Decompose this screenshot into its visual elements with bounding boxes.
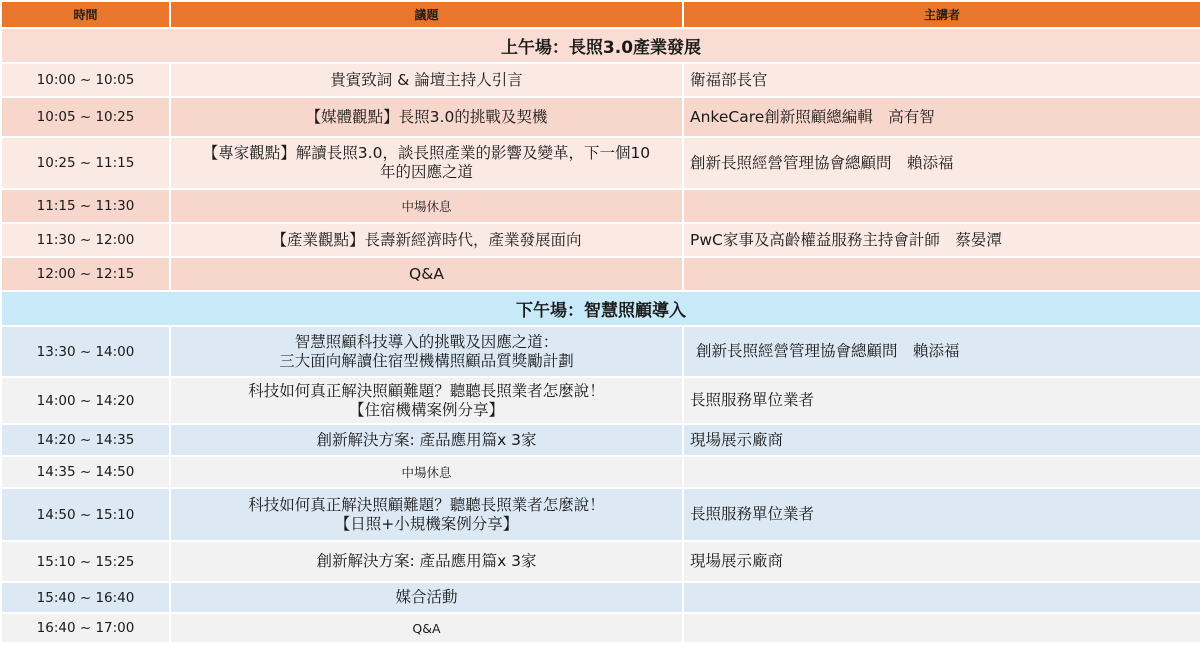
- row-time: 10:05 ~ 10:25: [2, 98, 169, 136]
- row-topic: [171, 614, 682, 642]
- row-topic-line: 科技如何真正解決照顧難題？聽聽長照業者怎麼說！: [248, 495, 605, 514]
- row-topic: [171, 98, 682, 136]
- row-speaker: [684, 190, 1200, 222]
- afternoon-section-title: 下午場：智慧照顧導入: [2, 292, 1200, 325]
- row-time: 15:10 ~ 15:25: [2, 542, 169, 581]
- row-topic-line: Q&A: [412, 620, 441, 636]
- morning-section-title: 上午場：長照3.0產業發展: [2, 29, 1200, 62]
- row-time: 14:35 ~ 14:50: [2, 457, 169, 487]
- row-topic: [171, 378, 682, 423]
- row-topic-line-2: 年的因應之道: [379, 163, 473, 181]
- table-row: [2, 378, 1200, 423]
- row-time: 12:00 ~ 12:15: [2, 258, 169, 290]
- table-row: [2, 489, 1200, 540]
- row-speaker: AnkeCare創新照顧總編輯 高有智: [684, 98, 1200, 136]
- row-topic: [171, 542, 682, 581]
- row-topic-line: 【專家觀點】解讀長照3.0，談長照產業的影響及變革，下一個10: [202, 144, 651, 162]
- row-speaker: 現場展示廠商: [684, 425, 1200, 455]
- row-topic: [171, 138, 682, 188]
- row-time: 16:40 ~ 17:00: [2, 614, 169, 642]
- table-row: [2, 138, 1200, 188]
- row-topic: [171, 327, 682, 376]
- row-speaker: [684, 583, 1200, 612]
- table-row: [2, 425, 1200, 455]
- row-time: 15:40 ~ 16:40: [2, 583, 169, 612]
- row-speaker: PwC家事及高齡權益服務主持會計師 蔡晏潭: [684, 224, 1200, 256]
- row-speaker: [684, 457, 1200, 487]
- row-topic-line: 科技如何真正解決照顧難題？聽聽長照業者怎麼說！: [248, 381, 605, 400]
- row-time: 14:20 ~ 14:35: [2, 425, 169, 455]
- row-speaker: 現場展示廠商: [684, 542, 1200, 581]
- row-time: 11:15 ~ 11:30: [2, 190, 169, 222]
- row-topic-line: 【產業觀點】長壽新經濟時代，產業發展面向: [271, 230, 582, 249]
- row-topic: [171, 258, 682, 290]
- row-topic-line-2: 【住宿機構案例分享】: [348, 400, 504, 419]
- header-topic: 議題: [171, 2, 682, 27]
- table-row: [2, 614, 1200, 642]
- row-topic-line: 創新解決方案: 產品應用篇x 3家: [316, 552, 537, 570]
- row-speaker: 長照服務單位業者: [684, 489, 1200, 540]
- header-time: 時間: [2, 2, 169, 27]
- row-speaker: [684, 614, 1200, 642]
- row-topic-line: 中場休息: [401, 464, 452, 480]
- row-topic-line: 貴賓致詞 & 論壇主持人引言: [330, 70, 523, 89]
- row-time: 14:50 ~ 15:10: [2, 489, 169, 540]
- table-row: [2, 98, 1200, 136]
- header-row: [2, 2, 1200, 27]
- row-time: 13:30 ~ 14:00: [2, 327, 169, 376]
- table-row: [2, 327, 1200, 376]
- header-speaker: 主講者: [684, 2, 1200, 27]
- row-topic: [171, 64, 682, 96]
- row-topic-line: Q&A: [409, 264, 444, 283]
- table-row: [2, 457, 1200, 487]
- row-topic: [171, 583, 682, 612]
- row-time: 10:25 ~ 11:15: [2, 138, 169, 188]
- table-row: [2, 224, 1200, 256]
- row-time: 14:00 ~ 14:20: [2, 378, 169, 423]
- row-topic-line: 媒合活動: [395, 588, 458, 606]
- row-topic: [171, 457, 682, 487]
- table-row: [2, 583, 1200, 612]
- afternoon-section-row: [2, 292, 1200, 325]
- row-topic-line: 【媒體觀點】長照3.0的挑戰及契機: [305, 107, 548, 126]
- row-speaker: [684, 258, 1200, 290]
- row-topic-line-2: 三大面向解讀住宿型機構照顧品質獎勵計劃: [279, 351, 574, 370]
- row-speaker: 衛福部長官: [684, 64, 1200, 96]
- row-topic: [171, 425, 682, 455]
- row-speaker: 長照服務單位業者: [684, 378, 1200, 423]
- table-row: [2, 190, 1200, 222]
- morning-section-row: [2, 29, 1200, 62]
- row-speaker: 創新長照經營管理協會總顧問 賴添福: [684, 138, 1200, 188]
- row-speaker: 創新長照經營管理協會總顧問 賴添福: [684, 327, 1200, 376]
- row-topic: [171, 224, 682, 256]
- table-row: [2, 542, 1200, 581]
- row-topic-line: 智慧照顧科技導入的挑戰及因應之道：: [294, 332, 559, 351]
- row-topic-line: 中場休息: [401, 198, 452, 214]
- table-row: [2, 64, 1200, 96]
- row-topic: [171, 489, 682, 540]
- row-time: 10:00 ~ 10:05: [2, 64, 169, 96]
- row-time: 11:30 ~ 12:00: [2, 224, 169, 256]
- row-topic-line: 創新解決方案: 產品應用篇x 3家: [316, 430, 537, 449]
- row-topic-line-2: 【日照+小規機案例分享】: [334, 514, 519, 533]
- row-topic: [171, 190, 682, 222]
- table-row: [2, 258, 1200, 290]
